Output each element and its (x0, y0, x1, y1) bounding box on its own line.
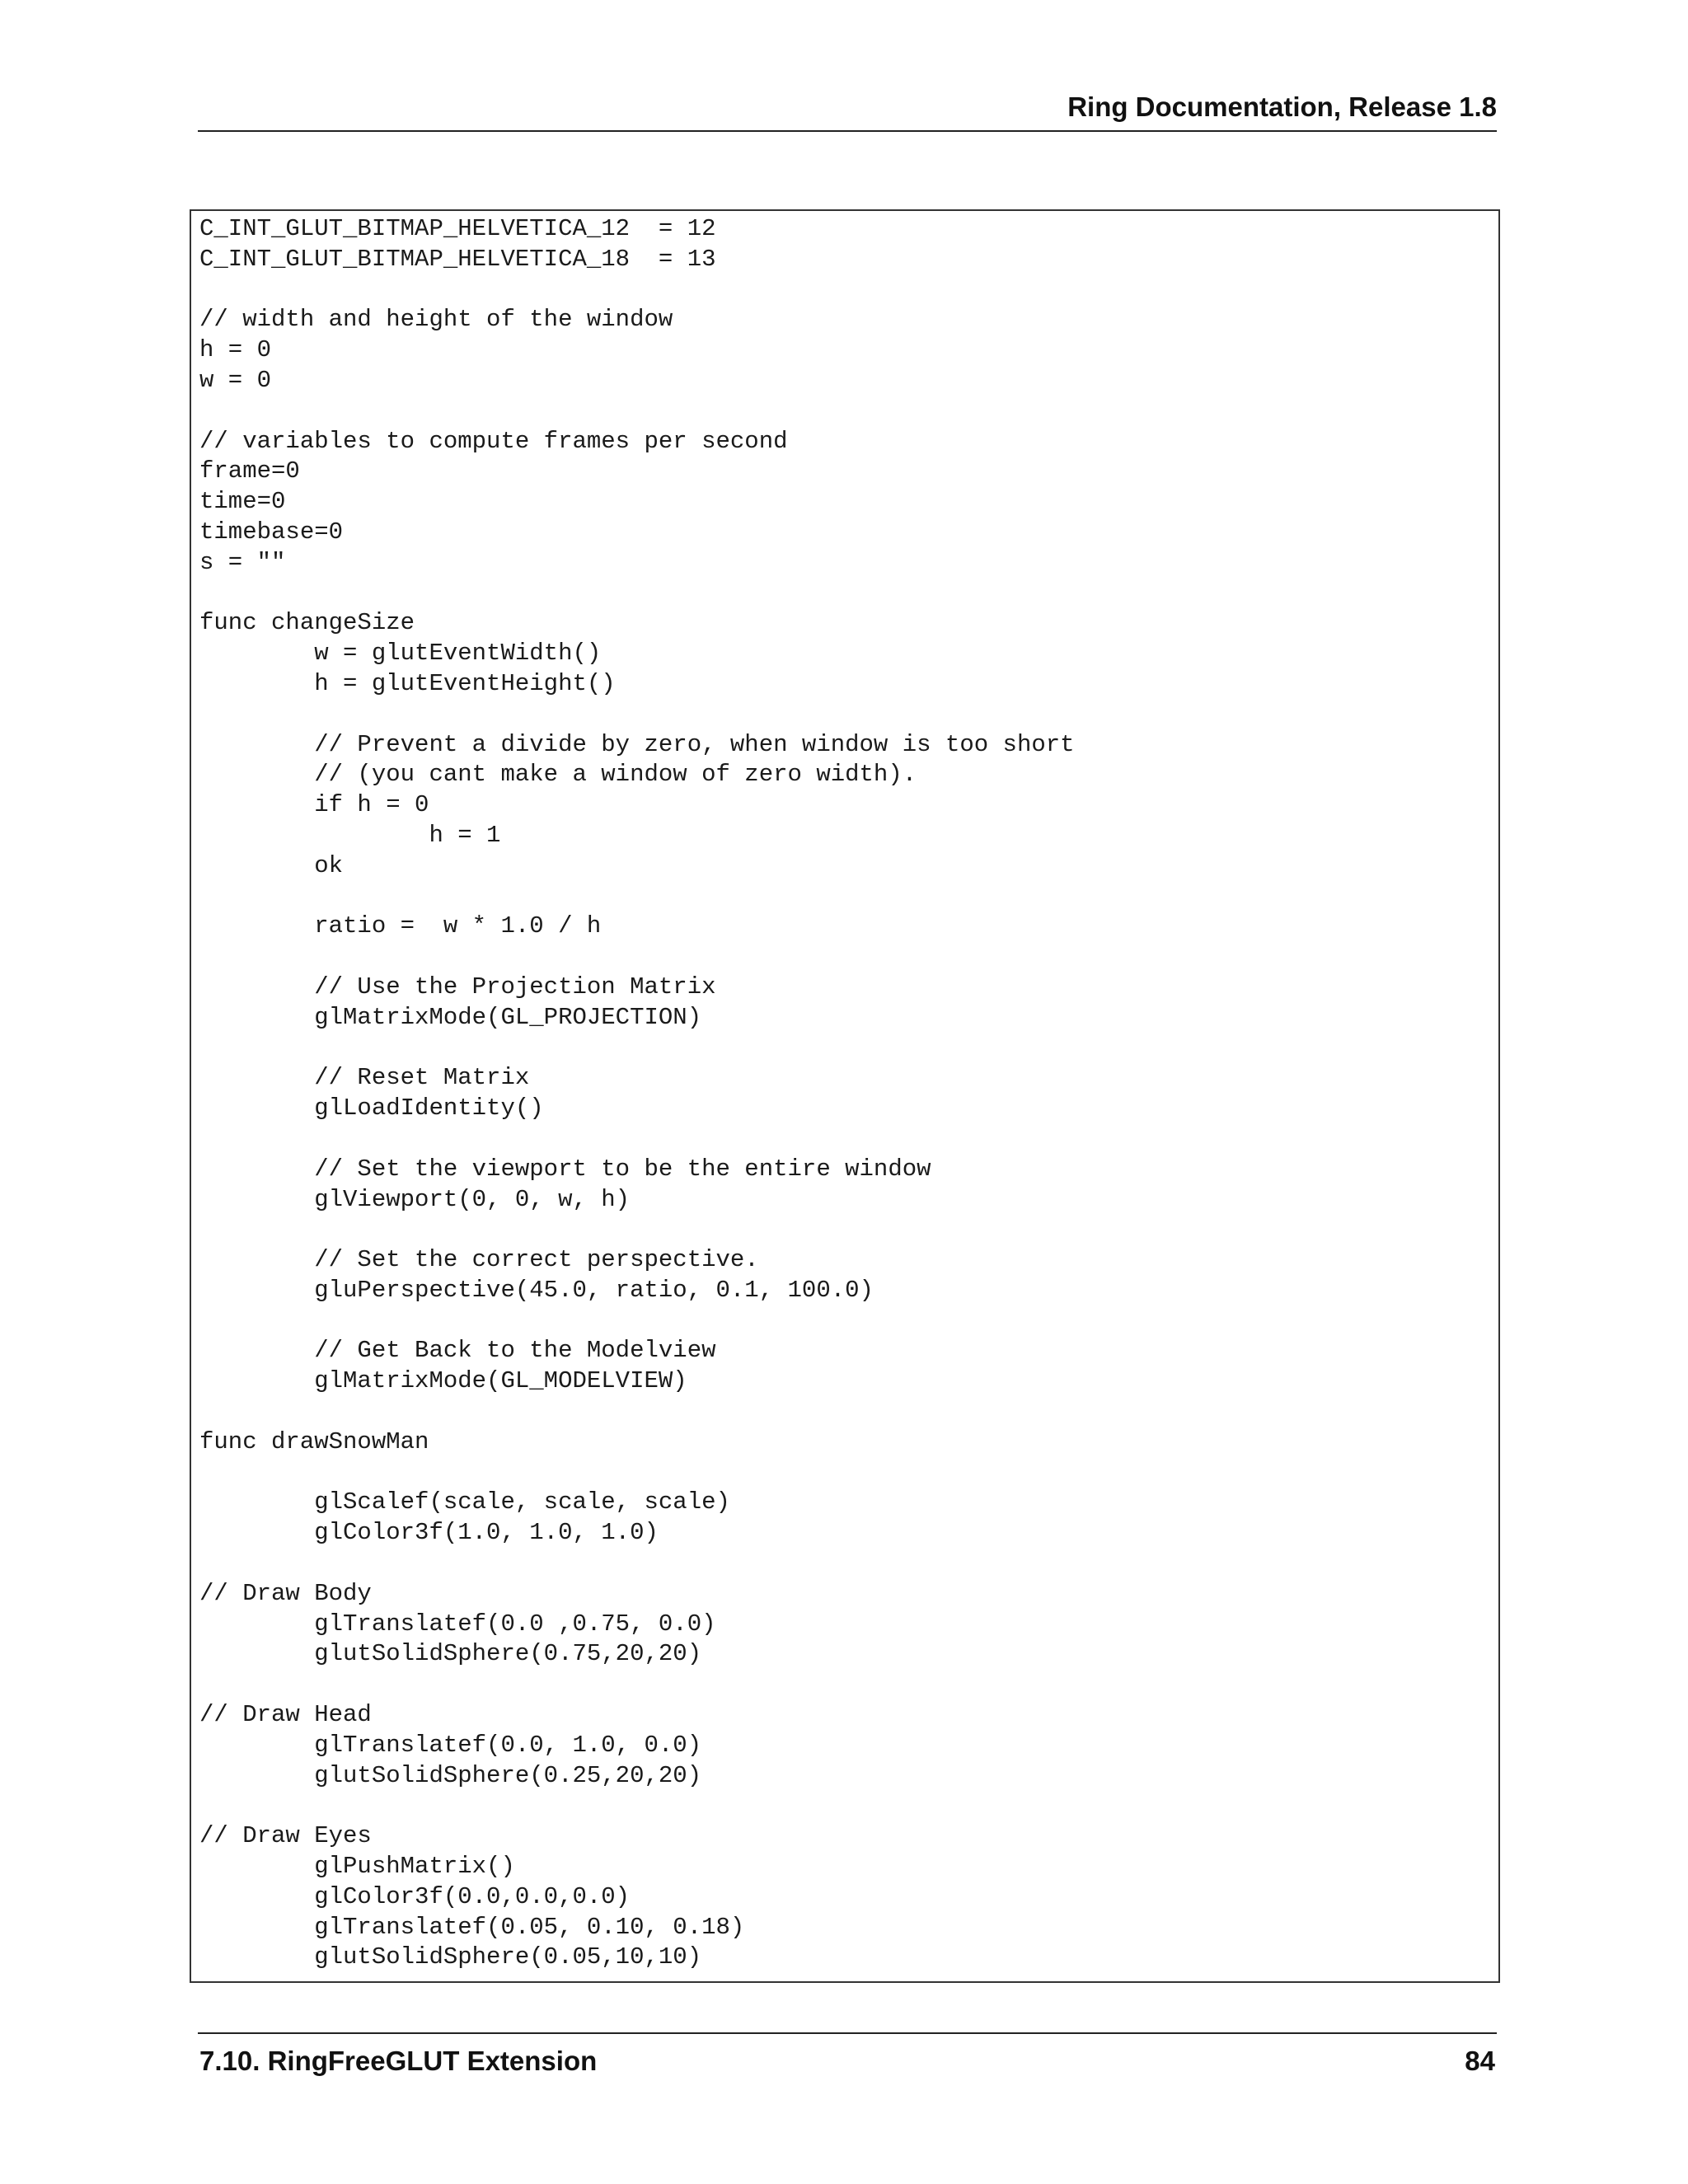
page-number: 84 (1465, 2046, 1495, 2076)
section-title: 7.10. RingFreeGLUT Extension (199, 2046, 598, 2076)
code-line: frame=0 (199, 457, 300, 485)
code-line: C_INT_GLUT_BITMAP_HELVETICA_18 = 13 (199, 245, 716, 273)
code-line: glMatrixMode(GL_MODELVIEW) (199, 1367, 687, 1395)
code-line: glScalef(scale, scale, scale) (199, 1488, 730, 1516)
code-line: gluPerspective(45.0, ratio, 0.1, 100.0) (199, 1276, 874, 1304)
code-line: s = "" (199, 548, 286, 576)
code-line: glTranslatef(0.05, 0.10, 0.18) (199, 1913, 745, 1941)
code-line: // (you cant make a window of zero width). (199, 761, 917, 789)
code-line: time=0 (199, 488, 286, 516)
code-line: ratio = w * 1.0 / h (199, 912, 602, 940)
code-line: h = glutEventHeight() (199, 669, 616, 697)
code-line: // Set the correct perspective. (199, 1246, 759, 1274)
code-line: glColor3f(1.0, 1.0, 1.0) (199, 1519, 659, 1547)
page-header (198, 92, 1497, 132)
code-line: // Get Back to the Modelview (199, 1337, 716, 1365)
code-line: glutSolidSphere(0.25,20,20) (199, 1761, 702, 1789)
page-footer (198, 2032, 1497, 2075)
code-line: glTranslatef(0.0, 1.0, 0.0) (199, 1731, 702, 1759)
code-line: // Draw Body (199, 1579, 372, 1607)
code-line: glPushMatrix() (199, 1853, 515, 1881)
code-line: glMatrixMode(GL_PROJECTION) (199, 1003, 702, 1031)
code-line: ok (199, 851, 344, 879)
code-line: // Draw Head (199, 1701, 372, 1729)
code-line: glViewport(0, 0, w, h) (199, 1185, 631, 1213)
code-listing (199, 214, 1498, 1973)
code-line: // Reset Matrix (199, 1064, 530, 1092)
code-line: glutSolidSphere(0.75,20,20) (199, 1640, 702, 1668)
code-line: // Draw Eyes (199, 1822, 372, 1850)
code-line: w = glutEventWidth() (199, 640, 602, 668)
code-line: h = 1 (199, 821, 501, 849)
code-line: // Prevent a divide by zero, when window is too short (199, 730, 1075, 758)
code-line: w = 0 (199, 366, 272, 394)
code-line: // Set the viewport to be the entire window (199, 1155, 931, 1183)
code-line: glTranslatef(0.0 ,0.75, 0.0) (199, 1610, 716, 1638)
code-line: func drawSnowMan (199, 1427, 429, 1455)
code-line: // variables to compute frames per second (199, 427, 788, 455)
code-line: C_INT_GLUT_BITMAP_HELVETICA_12 = 12 (199, 215, 716, 242)
code-line: h = 0 (199, 336, 272, 364)
code-line: // width and height of the window (199, 306, 673, 334)
code-line: glLoadIdentity() (199, 1094, 544, 1122)
code-line: glColor3f(0.0,0.0,0.0) (199, 1882, 631, 1910)
code-block (190, 209, 1500, 1983)
code-line: if h = 0 (199, 791, 429, 819)
code-line: timebase=0 (199, 518, 344, 546)
document-title: Ring Documentation, Release 1.8 (1067, 91, 1497, 122)
code-line: func changeSize (199, 609, 415, 637)
code-line: // Use the Projection Matrix (199, 972, 716, 1001)
code-line: glutSolidSphere(0.05,10,10) (199, 1943, 702, 1971)
